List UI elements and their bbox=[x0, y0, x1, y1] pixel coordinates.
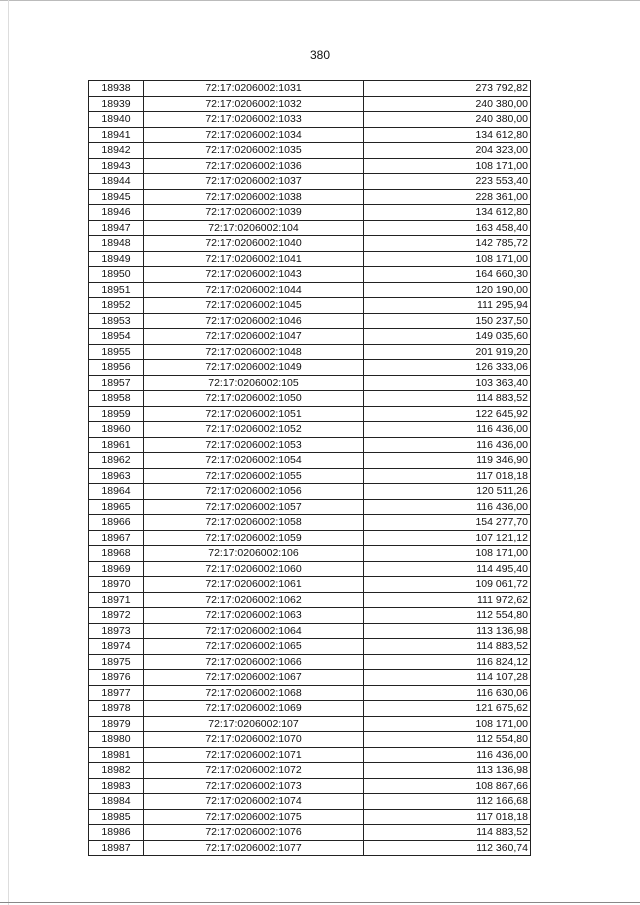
cadastral-number-cell: 72:17:0206002:1048 bbox=[144, 344, 364, 360]
row-number-cell: 18957 bbox=[89, 375, 144, 391]
cadastral-value-cell: 112 360,74 bbox=[364, 840, 531, 856]
row-number-cell: 18971 bbox=[89, 592, 144, 608]
row-number-cell: 18970 bbox=[89, 577, 144, 593]
row-number-cell: 18940 bbox=[89, 112, 144, 128]
row-number-cell: 18968 bbox=[89, 546, 144, 562]
row-number-cell: 18969 bbox=[89, 561, 144, 577]
cadastral-number-cell: 72:17:0206002:1072 bbox=[144, 763, 364, 779]
table-row bbox=[89, 716, 531, 732]
table-row bbox=[89, 81, 531, 97]
table-row bbox=[89, 174, 531, 190]
cadastral-value-cell: 108 867,66 bbox=[364, 778, 531, 794]
cadastral-value-cell: 114 107,28 bbox=[364, 670, 531, 686]
cadastral-number-cell: 72:17:0206002:1054 bbox=[144, 453, 364, 469]
row-number-cell: 18943 bbox=[89, 158, 144, 174]
cadastral-number-cell: 72:17:0206002:1046 bbox=[144, 313, 364, 329]
cadastral-value-cell: 112 554,80 bbox=[364, 732, 531, 748]
table-row bbox=[89, 236, 531, 252]
cadastral-number-cell: 72:17:0206002:1050 bbox=[144, 391, 364, 407]
table-row bbox=[89, 406, 531, 422]
table-row bbox=[89, 608, 531, 624]
cadastral-number-cell: 72:17:0206002:1044 bbox=[144, 282, 364, 298]
cadastral-number-cell: 72:17:0206002:1041 bbox=[144, 251, 364, 267]
cadastral-number-cell: 72:17:0206002:1070 bbox=[144, 732, 364, 748]
table-row bbox=[89, 158, 531, 174]
table-row bbox=[89, 313, 531, 329]
cadastral-value-cell: 204 323,00 bbox=[364, 143, 531, 159]
row-number-cell: 18945 bbox=[89, 189, 144, 205]
cadastral-number-cell: 72:17:0206002:1045 bbox=[144, 298, 364, 314]
row-number-cell: 18986 bbox=[89, 825, 144, 841]
cadastral-value-cell: 121 675,62 bbox=[364, 701, 531, 717]
cadastral-number-cell: 72:17:0206002:1058 bbox=[144, 515, 364, 531]
row-number-cell: 18938 bbox=[89, 81, 144, 97]
row-number-cell: 18974 bbox=[89, 639, 144, 655]
page-edge-left bbox=[8, 0, 9, 905]
cadastral-value-cell: 120 190,00 bbox=[364, 282, 531, 298]
cadastral-value-cell: 114 883,52 bbox=[364, 639, 531, 655]
table-row bbox=[89, 143, 531, 159]
cadastral-value-cell: 108 171,00 bbox=[364, 546, 531, 562]
table-row bbox=[89, 453, 531, 469]
table-row bbox=[89, 205, 531, 221]
table-row bbox=[89, 670, 531, 686]
cadastral-number-cell: 72:17:0206002:1076 bbox=[144, 825, 364, 841]
cadastral-number-cell: 72:17:0206002:107 bbox=[144, 716, 364, 732]
cadastral-value-cell: 114 883,52 bbox=[364, 391, 531, 407]
cadastral-number-cell: 72:17:0206002:105 bbox=[144, 375, 364, 391]
table-row bbox=[89, 391, 531, 407]
cadastral-number-cell: 72:17:0206002:1052 bbox=[144, 422, 364, 438]
row-number-cell: 18951 bbox=[89, 282, 144, 298]
cadastral-number-cell: 72:17:0206002:1060 bbox=[144, 561, 364, 577]
row-number-cell: 18964 bbox=[89, 484, 144, 500]
page-edge-bottom bbox=[0, 902, 640, 903]
cadastral-number-cell: 72:17:0206002:1055 bbox=[144, 468, 364, 484]
row-number-cell: 18960 bbox=[89, 422, 144, 438]
cadastral-value-cell: 240 380,00 bbox=[364, 96, 531, 112]
table-body bbox=[89, 81, 531, 856]
cadastral-number-cell: 72:17:0206002:1043 bbox=[144, 267, 364, 283]
table-row bbox=[89, 189, 531, 205]
cadastral-number-cell: 72:17:0206002:106 bbox=[144, 546, 364, 562]
table-row bbox=[89, 437, 531, 453]
cadastral-value-cell: 111 295,94 bbox=[364, 298, 531, 314]
table-row bbox=[89, 282, 531, 298]
cadastral-number-cell: 72:17:0206002:104 bbox=[144, 220, 364, 236]
row-number-cell: 18948 bbox=[89, 236, 144, 252]
row-number-cell: 18979 bbox=[89, 716, 144, 732]
cadastral-value-table bbox=[88, 80, 531, 856]
row-number-cell: 18985 bbox=[89, 809, 144, 825]
cadastral-value-cell: 116 436,00 bbox=[364, 422, 531, 438]
table-row bbox=[89, 112, 531, 128]
cadastral-value-cell: 164 660,30 bbox=[364, 267, 531, 283]
cadastral-number-cell: 72:17:0206002:1064 bbox=[144, 623, 364, 639]
cadastral-number-cell: 72:17:0206002:1065 bbox=[144, 639, 364, 655]
row-number-cell: 18983 bbox=[89, 778, 144, 794]
row-number-cell: 18958 bbox=[89, 391, 144, 407]
row-number-cell: 18977 bbox=[89, 685, 144, 701]
row-number-cell: 18949 bbox=[89, 251, 144, 267]
row-number-cell: 18966 bbox=[89, 515, 144, 531]
row-number-cell: 18953 bbox=[89, 313, 144, 329]
cadastral-number-cell: 72:17:0206002:1074 bbox=[144, 794, 364, 810]
table-row bbox=[89, 96, 531, 112]
cadastral-number-cell: 72:17:0206002:1056 bbox=[144, 484, 364, 500]
cadastral-number-cell: 72:17:0206002:1053 bbox=[144, 437, 364, 453]
page-number: 380 bbox=[309, 48, 331, 62]
cadastral-value-cell: 134 612,80 bbox=[364, 127, 531, 143]
cadastral-number-cell: 72:17:0206002:1057 bbox=[144, 499, 364, 515]
cadastral-value-cell: 117 018,18 bbox=[364, 809, 531, 825]
table-row bbox=[89, 251, 531, 267]
row-number-cell: 18939 bbox=[89, 96, 144, 112]
cadastral-value-cell: 201 919,20 bbox=[364, 344, 531, 360]
cadastral-number-cell: 72:17:0206002:1062 bbox=[144, 592, 364, 608]
row-number-cell: 18973 bbox=[89, 623, 144, 639]
cadastral-value-cell: 103 363,40 bbox=[364, 375, 531, 391]
row-number-cell: 18981 bbox=[89, 747, 144, 763]
row-number-cell: 18961 bbox=[89, 437, 144, 453]
row-number-cell: 18956 bbox=[89, 360, 144, 376]
cadastral-number-cell: 72:17:0206002:1073 bbox=[144, 778, 364, 794]
row-number-cell: 18947 bbox=[89, 220, 144, 236]
cadastral-value-cell: 116 436,00 bbox=[364, 499, 531, 515]
row-number-cell: 18984 bbox=[89, 794, 144, 810]
table-row bbox=[89, 515, 531, 531]
row-number-cell: 18946 bbox=[89, 205, 144, 221]
cadastral-value-cell: 150 237,50 bbox=[364, 313, 531, 329]
cadastral-number-cell: 72:17:0206002:1051 bbox=[144, 406, 364, 422]
cadastral-number-cell: 72:17:0206002:1063 bbox=[144, 608, 364, 624]
cadastral-value-cell: 113 136,98 bbox=[364, 623, 531, 639]
cadastral-value-cell: 111 972,62 bbox=[364, 592, 531, 608]
table-row bbox=[89, 732, 531, 748]
row-number-cell: 18952 bbox=[89, 298, 144, 314]
cadastral-value-cell: 154 277,70 bbox=[364, 515, 531, 531]
table-row bbox=[89, 794, 531, 810]
table-row bbox=[89, 639, 531, 655]
table-row bbox=[89, 747, 531, 763]
row-number-cell: 18987 bbox=[89, 840, 144, 856]
cadastral-number-cell: 72:17:0206002:1033 bbox=[144, 112, 364, 128]
row-number-cell: 18980 bbox=[89, 732, 144, 748]
cadastral-number-cell: 72:17:0206002:1075 bbox=[144, 809, 364, 825]
row-number-cell: 18962 bbox=[89, 453, 144, 469]
cadastral-value-cell: 112 166,68 bbox=[364, 794, 531, 810]
table-row bbox=[89, 561, 531, 577]
cadastral-value-cell: 240 380,00 bbox=[364, 112, 531, 128]
table-row bbox=[89, 220, 531, 236]
cadastral-number-cell: 72:17:0206002:1069 bbox=[144, 701, 364, 717]
table-row bbox=[89, 592, 531, 608]
row-number-cell: 18942 bbox=[89, 143, 144, 159]
row-number-cell: 18963 bbox=[89, 468, 144, 484]
cadastral-value-cell: 116 436,00 bbox=[364, 747, 531, 763]
cadastral-value-cell: 116 630,06 bbox=[364, 685, 531, 701]
cadastral-value-cell: 113 136,98 bbox=[364, 763, 531, 779]
cadastral-value-cell: 142 785,72 bbox=[364, 236, 531, 252]
cadastral-number-cell: 72:17:0206002:1068 bbox=[144, 685, 364, 701]
cadastral-value-cell: 119 346,90 bbox=[364, 453, 531, 469]
cadastral-number-cell: 72:17:0206002:1037 bbox=[144, 174, 364, 190]
cadastral-value-cell: 117 018,18 bbox=[364, 468, 531, 484]
table-row bbox=[89, 763, 531, 779]
cadastral-value-cell: 116 824,12 bbox=[364, 654, 531, 670]
cadastral-number-cell: 72:17:0206002:1036 bbox=[144, 158, 364, 174]
table-row bbox=[89, 654, 531, 670]
cadastral-value-cell: 228 361,00 bbox=[364, 189, 531, 205]
table-row bbox=[89, 329, 531, 345]
table-row bbox=[89, 267, 531, 283]
cadastral-value-cell: 112 554,80 bbox=[364, 608, 531, 624]
row-number-cell: 18975 bbox=[89, 654, 144, 670]
cadastral-value-cell: 108 171,00 bbox=[364, 716, 531, 732]
table-row bbox=[89, 298, 531, 314]
cadastral-number-cell: 72:17:0206002:1066 bbox=[144, 654, 364, 670]
table-row bbox=[89, 422, 531, 438]
cadastral-number-cell: 72:17:0206002:1038 bbox=[144, 189, 364, 205]
cadastral-value-cell: 120 511,26 bbox=[364, 484, 531, 500]
cadastral-value-cell: 126 333,06 bbox=[364, 360, 531, 376]
cadastral-value-cell: 223 553,40 bbox=[364, 174, 531, 190]
table-row bbox=[89, 685, 531, 701]
cadastral-value-cell: 122 645,92 bbox=[364, 406, 531, 422]
cadastral-number-cell: 72:17:0206002:1071 bbox=[144, 747, 364, 763]
table-row bbox=[89, 360, 531, 376]
cadastral-number-cell: 72:17:0206002:1031 bbox=[144, 81, 364, 97]
table-row bbox=[89, 484, 531, 500]
table-row bbox=[89, 577, 531, 593]
cadastral-value-cell: 108 171,00 bbox=[364, 251, 531, 267]
row-number-cell: 18950 bbox=[89, 267, 144, 283]
cadastral-value-cell: 273 792,82 bbox=[364, 81, 531, 97]
table-row bbox=[89, 344, 531, 360]
cadastral-number-cell: 72:17:0206002:1034 bbox=[144, 127, 364, 143]
table-row bbox=[89, 701, 531, 717]
row-number-cell: 18959 bbox=[89, 406, 144, 422]
cadastral-number-cell: 72:17:0206002:1040 bbox=[144, 236, 364, 252]
row-number-cell: 18972 bbox=[89, 608, 144, 624]
row-number-cell: 18976 bbox=[89, 670, 144, 686]
cadastral-number-cell: 72:17:0206002:1047 bbox=[144, 329, 364, 345]
cadastral-value-cell: 149 035,60 bbox=[364, 329, 531, 345]
table-row bbox=[89, 530, 531, 546]
table-row bbox=[89, 375, 531, 391]
row-number-cell: 18965 bbox=[89, 499, 144, 515]
table-row bbox=[89, 127, 531, 143]
cadastral-value-cell: 163 458,40 bbox=[364, 220, 531, 236]
table-row bbox=[89, 825, 531, 841]
cadastral-value-cell: 107 121,12 bbox=[364, 530, 531, 546]
table-row bbox=[89, 623, 531, 639]
cadastral-value-cell: 134 612,80 bbox=[364, 205, 531, 221]
row-number-cell: 18982 bbox=[89, 763, 144, 779]
cadastral-number-cell: 72:17:0206002:1067 bbox=[144, 670, 364, 686]
row-number-cell: 18955 bbox=[89, 344, 144, 360]
cadastral-value-cell: 116 436,00 bbox=[364, 437, 531, 453]
cadastral-value-cell: 114 495,40 bbox=[364, 561, 531, 577]
cadastral-number-cell: 72:17:0206002:1061 bbox=[144, 577, 364, 593]
cadastral-number-cell: 72:17:0206002:1032 bbox=[144, 96, 364, 112]
cadastral-value-cell: 108 171,00 bbox=[364, 158, 531, 174]
table-row bbox=[89, 468, 531, 484]
cadastral-number-cell: 72:17:0206002:1039 bbox=[144, 205, 364, 221]
row-number-cell: 18954 bbox=[89, 329, 144, 345]
table-row bbox=[89, 546, 531, 562]
row-number-cell: 18941 bbox=[89, 127, 144, 143]
row-number-cell: 18944 bbox=[89, 174, 144, 190]
table-row bbox=[89, 778, 531, 794]
cadastral-number-cell: 72:17:0206002:1049 bbox=[144, 360, 364, 376]
cadastral-number-cell: 72:17:0206002:1077 bbox=[144, 840, 364, 856]
row-number-cell: 18978 bbox=[89, 701, 144, 717]
page-edge-top bbox=[0, 0, 640, 1]
row-number-cell: 18967 bbox=[89, 530, 144, 546]
cadastral-number-cell: 72:17:0206002:1035 bbox=[144, 143, 364, 159]
cadastral-value-cell: 109 061,72 bbox=[364, 577, 531, 593]
cadastral-value-cell: 114 883,52 bbox=[364, 825, 531, 841]
table-row bbox=[89, 840, 531, 856]
table-row bbox=[89, 499, 531, 515]
table-row bbox=[89, 809, 531, 825]
cadastral-number-cell: 72:17:0206002:1059 bbox=[144, 530, 364, 546]
